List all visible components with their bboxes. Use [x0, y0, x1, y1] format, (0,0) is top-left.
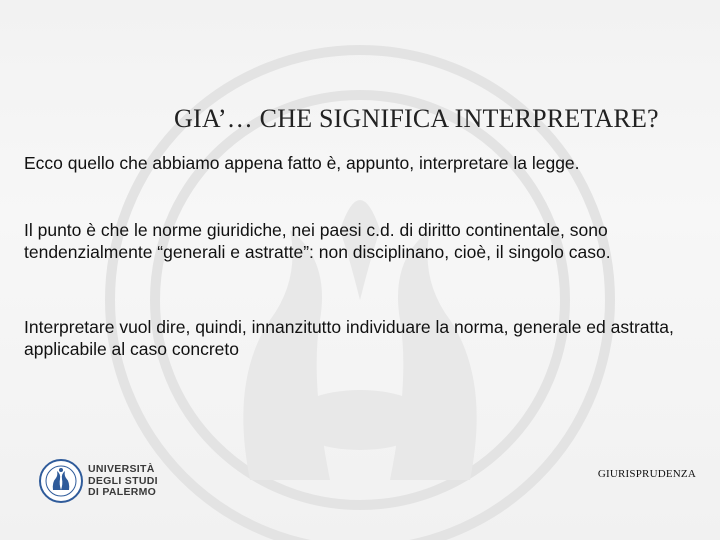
university-name	[88, 464, 158, 499]
logo-line-1: UNIVERSITÀ	[88, 463, 155, 475]
logo-line-3: DI PALERMO	[88, 486, 157, 498]
paragraph-2: Il punto è che le norme giuridiche, nei paesi c.d. di diritto continentale, sono tendenzialmente “generali e astratte”: non disciplinano, cioè, il singolo caso.	[24, 220, 611, 262]
slide-title: GIA’… CHE SIGNIFICA INTERPRETARE?	[174, 104, 659, 133]
paragraph-3: Interpretare vuol dire, quindi, innanzitutto individuare la norma, generale ed astratta, applicabile al caso concreto	[24, 317, 674, 359]
logo-line-2: DEGLI STUDI	[88, 474, 158, 487]
university-seal-icon	[38, 458, 84, 504]
university-logo	[38, 458, 178, 508]
footer-label: GIURISPRUDENZA	[597, 468, 696, 480]
paragraph-1: Ecco quello che abbiamo appena fatto è, appunto, interpretare la legge.	[24, 153, 580, 173]
